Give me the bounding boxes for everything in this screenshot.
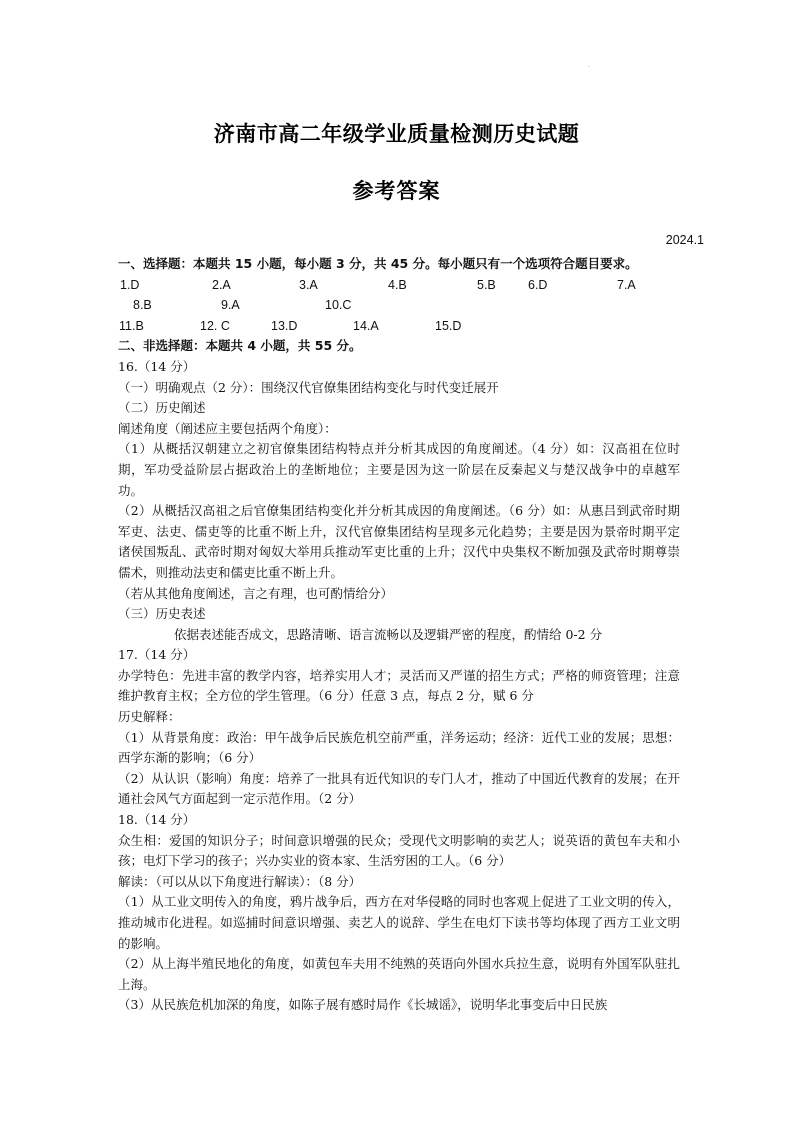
q16-note: （若从其他角度阐述，言之有理，也可酌情给分） bbox=[118, 585, 394, 601]
answer-item: 4.B bbox=[388, 277, 407, 292]
answer-row-1 bbox=[118, 275, 680, 296]
q16-section-heading: （三）历史表述 bbox=[118, 606, 206, 622]
part1-heading: 一、选择题：本题共 15 小题，每小题 3 分，共 45 分。每小题只有一个选项符合题目要求。 bbox=[118, 256, 638, 271]
answer-item: 9.A bbox=[221, 298, 240, 313]
answer-row-3 bbox=[118, 316, 680, 337]
q16-point-2: （2）从概括汉高祖之后官僚集团结构变化并分析其成因的角度阐述。（6 分）如：从惠吕到武帝时期军吏、法吏、儒吏等的比重不断上升，汉代官僚集团结构呈现多元化趋势；主要是因为景帝时期平定诸侯国叛乱、武帝时期对匈奴大举用兵推动军吏比重的上升；汉代中央集权不断加强及武帝时期尊崇儒术，则推动法吏和儒吏比重不断上升。 bbox=[118, 503, 680, 580]
answer-item: 10.C bbox=[325, 298, 352, 313]
answer-item: 8.B bbox=[133, 298, 152, 313]
answer-item: 14.A bbox=[353, 318, 379, 333]
answer-item: 7.A bbox=[617, 277, 636, 292]
answer-item: 15.D bbox=[435, 318, 462, 333]
q17-title: 17.（14 分） bbox=[118, 647, 196, 663]
answer-content bbox=[118, 254, 680, 1016]
document-date: 2024.1 bbox=[665, 233, 704, 247]
q18-interpretation-heading: 解读：（可以从以下角度进行解读）：（8 分） bbox=[118, 873, 362, 889]
q16-title: 16.（14 分） bbox=[118, 358, 196, 374]
corner-mark: . bbox=[588, 62, 590, 69]
document-title: 济南市高二年级学业质量检测历史试题 bbox=[213, 122, 580, 146]
q18-title: 18.（14 分） bbox=[118, 812, 196, 828]
q16-viewpoint: （一）明确观点（2 分）：围绕汉代官僚集团结构变化与时代变迁展开 bbox=[118, 379, 499, 395]
answer-item: 3.A bbox=[299, 277, 318, 292]
answer-item: 13.D bbox=[271, 318, 298, 333]
part2-heading: 二、非选择题：本题共 4 小题，共 55 分。 bbox=[118, 338, 362, 354]
q17-explanation-heading: 历史解释： bbox=[118, 709, 181, 725]
q18-people: 众生相：爱国的知识分子；时间意识增强的民众；受现代文明影响的卖艺人；说英语的黄包车夫和小孩；电灯下学习的孩子；兴办实业的资本家、生活穷困的工人。（6 分） bbox=[118, 832, 680, 869]
q18-point-1: （1）从工业文明传入的角度，鸦片战争后，西方在对华侵略的同时也客观上促进了工业文明的传入，推动城市化进程。如巡捕时间意识增强、卖艺人的说辞、学生在电灯下读书等均体现了西方工业文明的影响。 bbox=[118, 894, 680, 951]
q17-point-1: （1）从背景角度：政治：甲午战争后民族危机空前严重，洋务运动；经济：近代工业的发展；思想：西学东渐的影响；（6 分） bbox=[118, 729, 680, 766]
q16-angles: 阐述角度（阐述应主要包括两个角度）： bbox=[118, 420, 337, 436]
q16-point-1: （1）从概括汉朝建立之初官僚集团结构特点并分析其成因的角度阐述。（4 分）如：汉高祖在位时期，军功受益阶层占据政治上的垄断地位；主要是因为这一阶层在反秦起义与楚汉战争中的卓越军功。 bbox=[118, 441, 680, 498]
q18-point-2: （2）从上海半殖民地化的角度，如黄包车夫用不纯熟的英语向外国水兵拉生意，说明有外国军队驻扎上海。 bbox=[118, 956, 680, 992]
answer-item: 1.D bbox=[120, 277, 140, 292]
document-subtitle: 参考答案 bbox=[352, 179, 441, 203]
answer-item: 11.B bbox=[119, 318, 144, 333]
answer-item: 12. C bbox=[200, 318, 230, 333]
q17-features: 办学特色：先进丰富的教学内容，培养实用人才；灵活而又严谨的招生方式；严格的师资管理；注意维护教育主权；全方位的学生管理。（6 分）任意 3 点，每点 2 分，赋 6 分 bbox=[118, 667, 680, 704]
answer-row-2 bbox=[118, 295, 680, 316]
q17-point-2: （2）从认识（影响）角度：培养了一批具有近代知识的专门人才，推动了中国近代教育的发展；在开通社会风气方面起到一定示范作用。（2 分） bbox=[118, 770, 680, 807]
answer-item: 5.B bbox=[477, 277, 496, 292]
q16-section-heading: （二）历史阐述 bbox=[118, 400, 206, 416]
answer-item: 6.D bbox=[528, 277, 548, 292]
q18-point-3: （3）从民族危机加深的角度，如陈子展有感时局作《长城谣》，说明华北事变后中日民族 bbox=[118, 997, 608, 1013]
q16-expression-criteria: 依据表述能否成文，思路清晰、语言流畅以及逻辑严密的程度，酌情给 0-2 分 bbox=[174, 626, 603, 642]
answer-item: 2.A bbox=[212, 277, 231, 292]
